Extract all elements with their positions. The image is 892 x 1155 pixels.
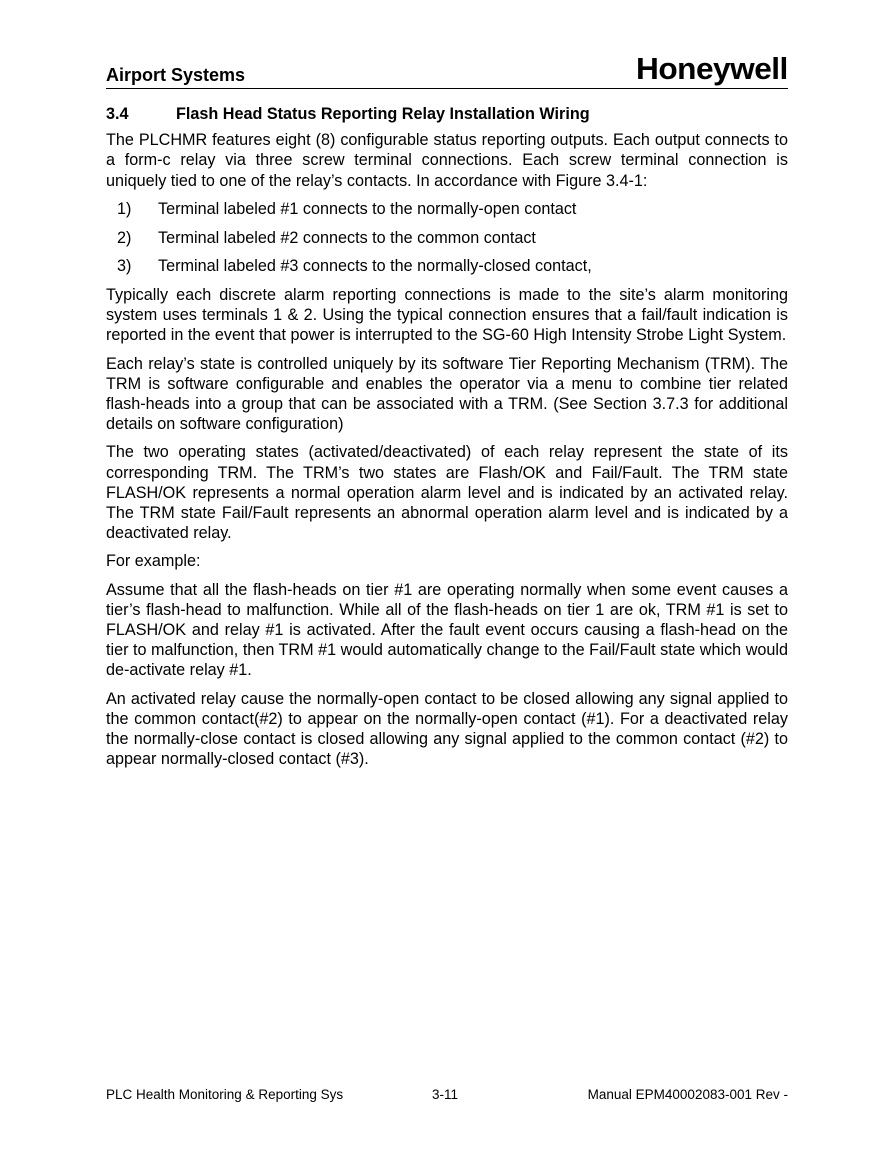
paragraph-activated-relay: An activated relay cause the normally-open contact to be closed allowing any signal applied to the common contact(#2) to appear on the normally-open contact (#1). For a deactivated relay the normally-close contact is closed allowing any signal applied to the common contact (#2) to appear normally-closed contact (#3).: [106, 689, 788, 769]
paragraph-typical-connection: Typically each discrete alarm reporting connections is made to the site’s alarm monitoring system uses terminals 1 & 2. Using the typical connection ensures that a fail/fault indication is reported in the event that power is interrupted to the SG-60 High Intensity Strobe Light System.: [106, 285, 788, 345]
honeywell-logo: Honeywell: [636, 51, 788, 86]
list-item: [117, 228, 788, 248]
paragraph-operating-states: The two operating states (activated/deactivated) of each relay represent the state of its corresponding TRM. The TRM’s two states are Flash/OK and Fail/Fault. The TRM state FLASH/OK represents a normal operation alarm level and is indicated by an activated relay. The TRM state Fail/Fault represents an abnormal operation alarm level and is indicated by a deactivated relay.: [106, 443, 788, 543]
list-item: [117, 256, 788, 276]
list-item-text: Terminal labeled #1 connects to the normally-open contact: [158, 199, 577, 218]
list-item-text: Terminal labeled #3 connects to the normally-closed contact,: [158, 257, 592, 276]
section-heading: [106, 104, 788, 124]
paragraph-for-example: For example:: [106, 552, 201, 571]
list-item-number: 2): [117, 228, 132, 247]
footer-manual-number: Manual EPM40002083-001 Rev -: [587, 1087, 788, 1102]
footer-page-number: 3-11: [432, 1087, 459, 1102]
list-item-number: 3): [117, 257, 132, 276]
list-item-text: Terminal labeled #2 connects to the common contact: [158, 228, 536, 247]
list-item: [117, 199, 788, 219]
paragraph-intro: The PLCHMR features eight (8) configurable status reporting outputs. Each output connects to a form-c relay via three screw terminal connections. Each screw terminal connection is uniquely tied to one of the relay’s contacts. In accordance with Figure 3.4-1:: [106, 131, 788, 190]
paragraph-relay-state: Each relay’s state is controlled uniquely by its software Tier Reporting Mechanism (TRM). The TRM is software configurable and enables the operator via a menu to combine tier related flash-heads into a group that can be associated with a TRM. (See Section 3.7.3 for additional details on software configuration): [106, 354, 788, 434]
document-body: [106, 104, 788, 777]
list-item-number: 1): [117, 199, 132, 218]
paragraph-example: Assume that all the flash-heads on tier #1 are operating normally when some event causes a tier’s flash-head to malfunction. While all of the flash-heads on tier 1 are ok, TRM #1 is set to FLASH/OK and relay #1 is activated. After the fault event occurs causing a flash-head on the tier to malfunction, then TRM #1 would automatically change to the Fail/Fault state which would de-activate relay #1.: [106, 580, 788, 680]
section-number: 3.4: [106, 105, 129, 123]
header-section-name: Airport Systems: [106, 65, 246, 85]
page-header: [106, 50, 788, 89]
footer-document-title: PLC Health Monitoring & Reporting Sys: [106, 1087, 344, 1102]
page-footer: [106, 1087, 788, 1107]
section-title: Flash Head Status Reporting Relay Installation Wiring: [176, 105, 590, 123]
terminal-list: [106, 199, 788, 277]
